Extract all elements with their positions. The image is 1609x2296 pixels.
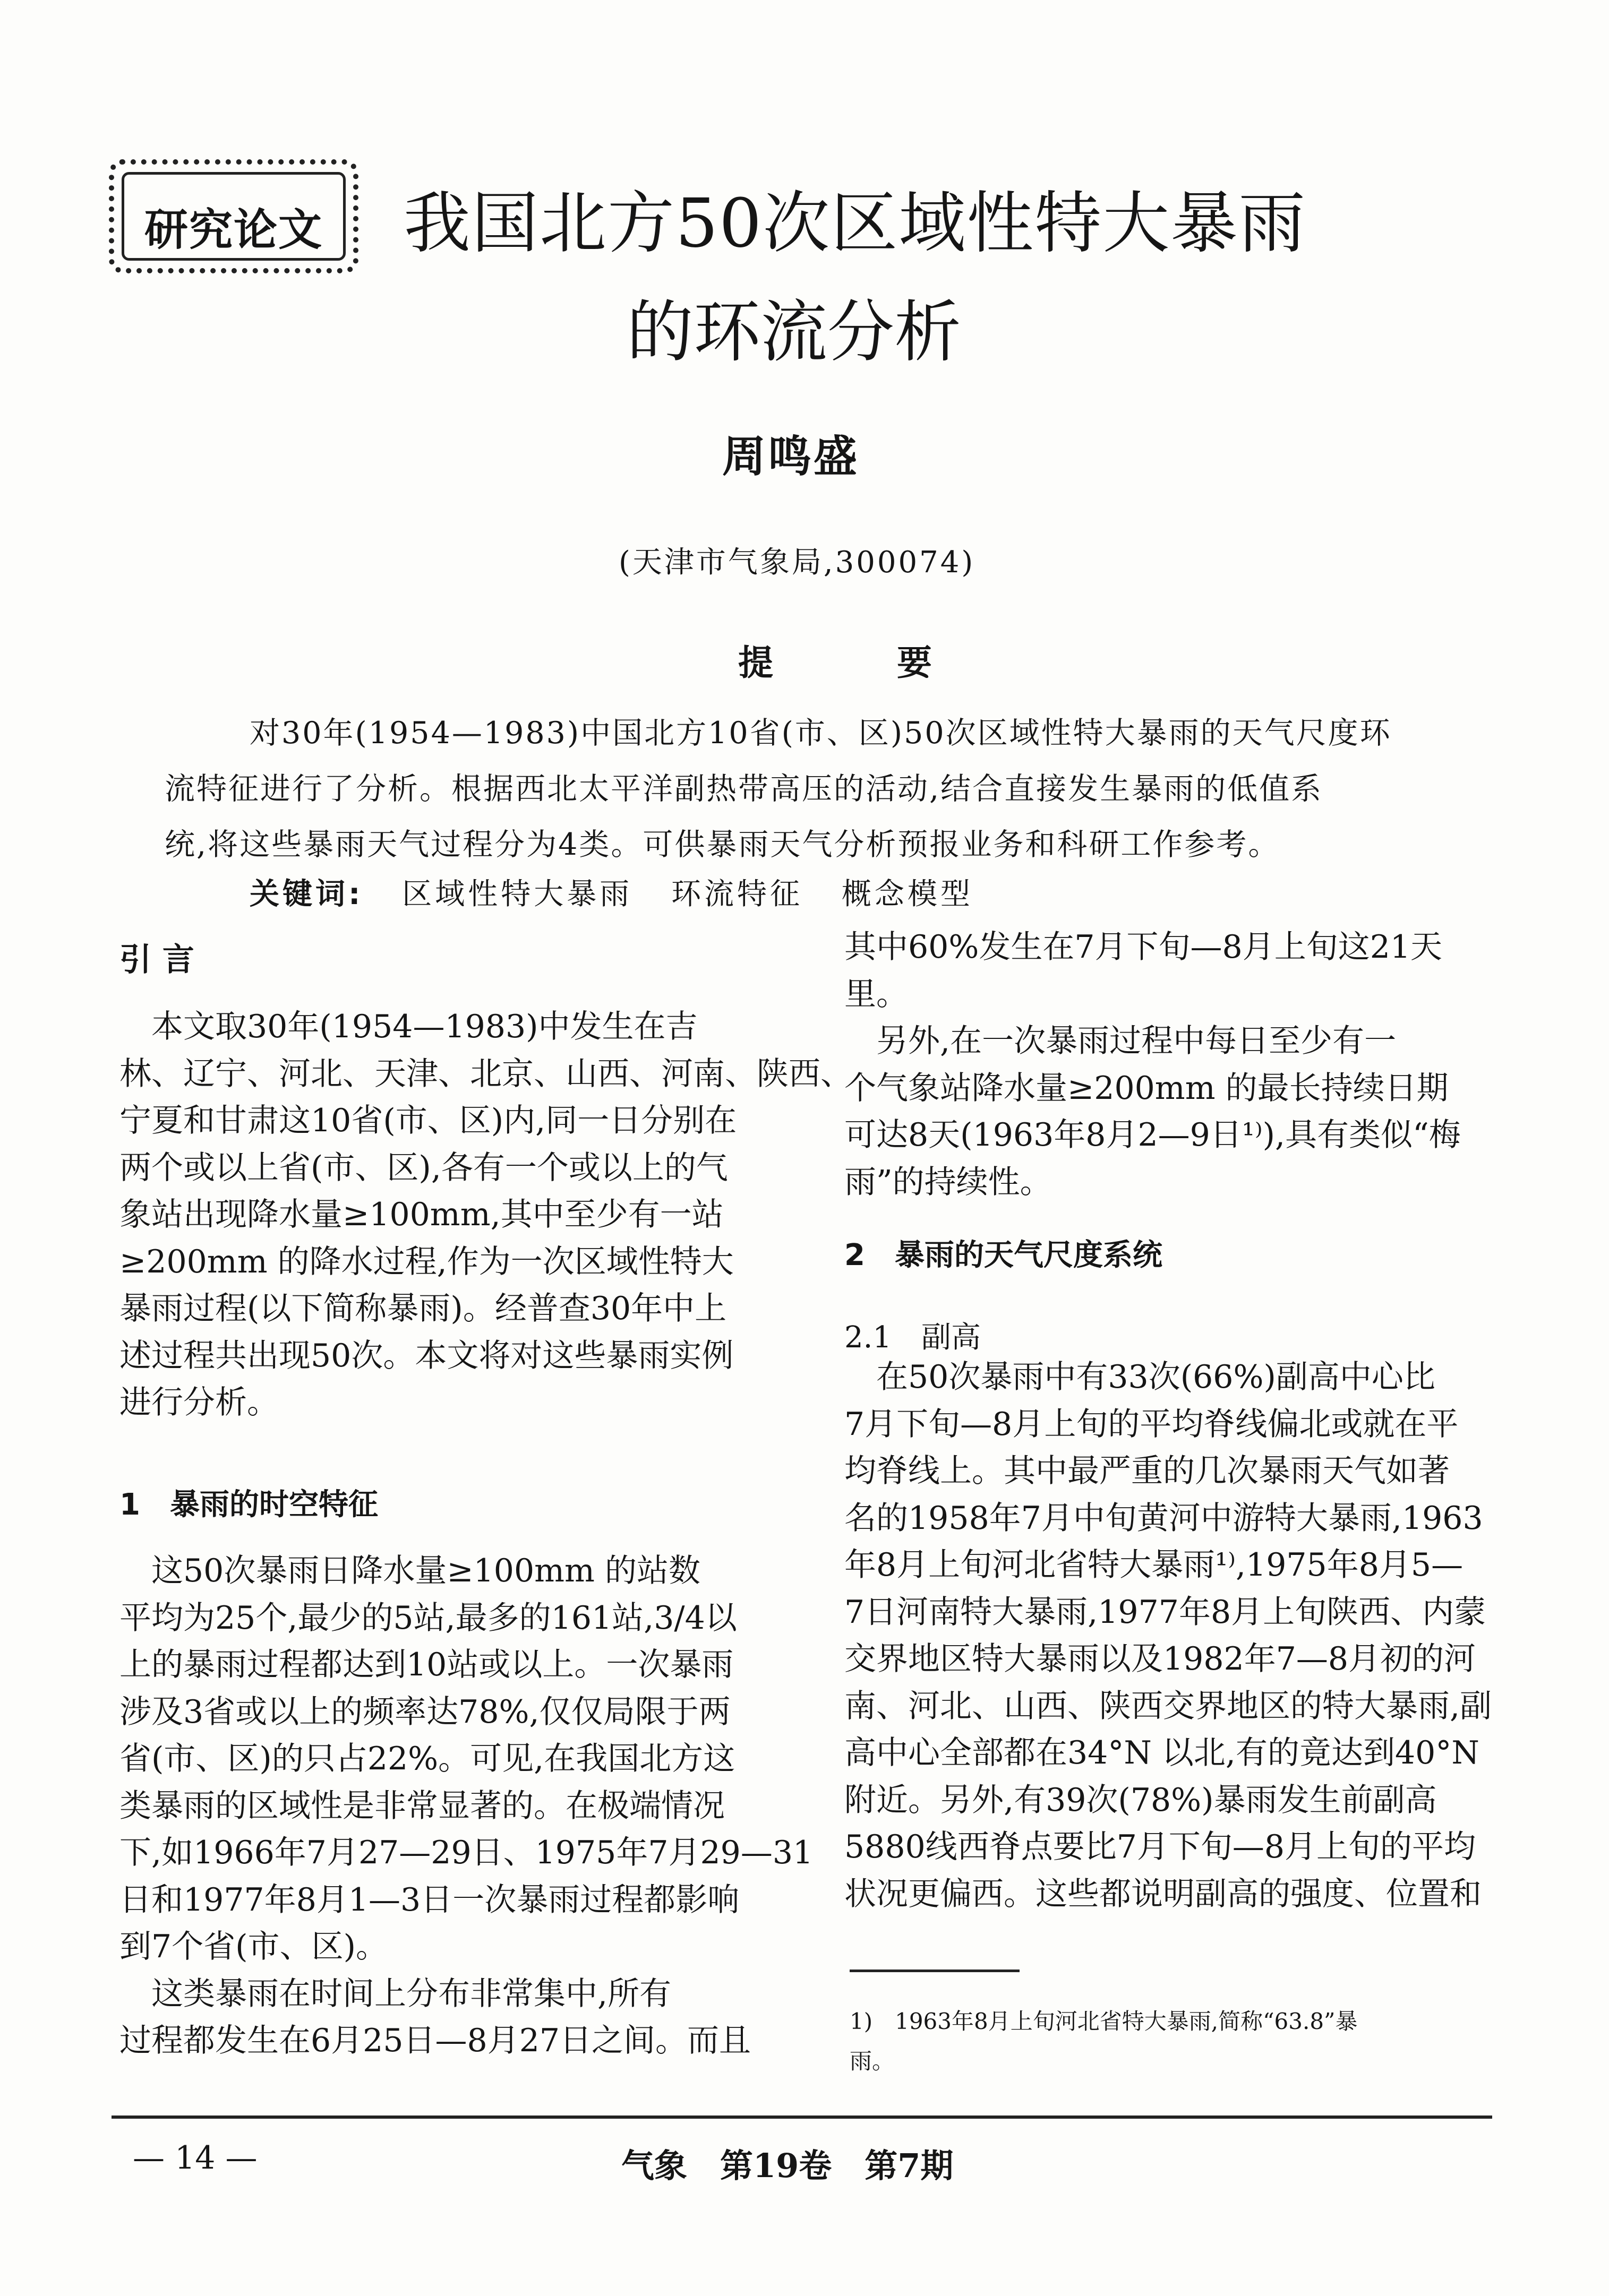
- intro-body: [119, 1003, 852, 1426]
- journal-info: 气象 第19卷 第7期: [621, 2146, 954, 2185]
- section2-heading: 2 暴雨的天气尺度系统: [844, 1238, 1162, 1272]
- text-line: 到7个省(市、区)。: [119, 1928, 388, 1965]
- text-line: 象站出现降水量≥100mm,其中至少有一站: [119, 1196, 724, 1233]
- text-line: 上的暴雨过程都达到10站或以上。一次暴雨: [119, 1646, 734, 1683]
- text-line: 南、河北、山西、陕西交界地区的特大暴雨,副: [844, 1687, 1492, 1725]
- text-line: 下,如1966年7月27—29日、1975年7月29—31: [119, 1834, 814, 1871]
- text-line: 7日河南特大暴雨,1977年8月上旬陕西、内蒙: [844, 1593, 1486, 1631]
- abstract-line: 流特征进行了分析。根据西北太平洋副热带高压的活动,结合直接发生暴雨的低值系: [165, 771, 1323, 806]
- text-line: 在50次暴雨中有33次(66%)副高中心比: [844, 1358, 1435, 1396]
- text-line: 本文取30年(1954—1983)中发生在吉: [119, 1008, 698, 1045]
- text-line: 其中60%发生在7月下旬—8月上旬这21天: [844, 928, 1443, 966]
- text-line: 交界地区特大暴雨以及1982年7—8月初的河: [844, 1640, 1476, 1678]
- text-line: 5880线西脊点要比7月下旬—8月上旬的平均: [844, 1828, 1476, 1865]
- text-line: 暴雨过程(以下简称暴雨)。经普查30年中上: [119, 1290, 727, 1327]
- paper-title-line1: 我国北方50次区域性特大暴雨: [404, 184, 1307, 262]
- keyword: 概念模型: [841, 877, 973, 911]
- section1-heading: 1 暴雨的时空特征: [119, 1487, 378, 1522]
- abstract-line: 统,将这些暴雨天气过程分为4类。可供暴雨天气分析预报业务和科研工作参考。: [165, 827, 1280, 862]
- text-line: 可达8天(1963年8月2—9日¹⁾),具有类似“梅: [844, 1116, 1461, 1154]
- page-number: — 14 —: [133, 2139, 258, 2177]
- abstract-line: 对30年(1954—1983)中国北方10省(市、区)50次区域性特大暴雨的天气尺度环: [250, 716, 1392, 751]
- text-line: 这50次暴雨日降水量≥100mm 的站数: [119, 1552, 701, 1589]
- keyword: 区域性特大暴雨: [402, 877, 633, 911]
- text-line: 类暴雨的区域性是非常显著的。在极端情况: [119, 1787, 725, 1825]
- text-line: 日和1977年8月1—3日一次暴雨过程都影响: [119, 1881, 740, 1919]
- author: 周鸣盛: [722, 431, 860, 482]
- text-line: 省(市、区)的只占22%。可见,在我国北方这: [119, 1740, 735, 1777]
- text-line: 附近。另外,有39次(78%)暴雨发生前副高: [844, 1781, 1437, 1819]
- text-line: 另外,在一次暴雨过程中每日至少有一: [844, 1022, 1397, 1060]
- section2-1-heading: 2.1 副高: [844, 1320, 981, 1355]
- text-line: 两个或以上省(市、区),各有一个或以上的气: [119, 1149, 728, 1186]
- text-line: 个气象站降水量≥200mm 的最长持续日期: [844, 1069, 1449, 1107]
- text-line: 宁夏和甘肃这10省(市、区)内,同一日分别在: [119, 1102, 737, 1139]
- text-line: 7月下旬—8月上旬的平均脊线偏北或就在平: [844, 1405, 1459, 1443]
- abstract-heading: 提 要: [738, 642, 988, 683]
- section1-body: [119, 1547, 814, 2065]
- footnote-rule: [850, 1970, 1020, 1972]
- footnote-line: 1) 1963年8月上旬河北省特大暴雨,简称“63.8”暴: [850, 2008, 1358, 2034]
- section-badge: [109, 159, 358, 273]
- footnote-line: 雨。: [850, 2048, 895, 2074]
- text-line: 述过程共出现50次。本文将对这些暴雨实例: [119, 1337, 734, 1374]
- text-line: 高中心全部都在34°N 以北,有的竟达到40°N: [844, 1734, 1479, 1772]
- badge-label: 研究论文: [144, 205, 323, 255]
- keyword: 环流特征: [671, 877, 803, 911]
- text-line: 均脊线上。其中最严重的几次暴雨天气如著: [844, 1452, 1450, 1490]
- text-line: 这类暴雨在时间上分布非常集中,所有: [119, 1975, 672, 2013]
- paper-title-line2: 的环流分析: [627, 293, 961, 371]
- intro-heading: 引 言: [119, 941, 194, 978]
- text-line: 平均为25个,最少的5站,最多的161站,3/4以: [119, 1599, 737, 1637]
- text-line: ≥200mm 的降水过程,作为一次区域性特大: [119, 1243, 734, 1280]
- footnote: [850, 2001, 1503, 2081]
- keywords-label: 关键词:: [250, 877, 364, 911]
- section2-1-body: [844, 1354, 1503, 1917]
- text-line: 年8月上旬河北省特大暴雨¹⁾,1975年8月5—: [844, 1546, 1463, 1584]
- text-line: 进行分析。: [119, 1384, 279, 1421]
- right-column-top: [844, 924, 1503, 1206]
- text-line: 名的1958年7月中旬黄河中游特大暴雨,1963: [844, 1499, 1483, 1537]
- text-line: 涉及3省或以上的频率达78%,仅仅局限于两: [119, 1693, 731, 1731]
- text-line: 里。: [844, 975, 908, 1013]
- keywords: [250, 871, 1046, 913]
- affiliation: (天津市气象局,300074): [619, 545, 975, 580]
- footer-rule: [112, 2116, 1492, 2119]
- text-line: 状况更偏西。这些都说明副高的强度、位置和: [844, 1875, 1482, 1913]
- text-line: 过程都发生在6月25日—8月27日之间。而且: [119, 2022, 751, 2059]
- text-line: 雨”的持续性。: [844, 1163, 1052, 1201]
- text-line: 林、辽宁、河北、天津、北京、山西、河南、陕西、: [119, 1055, 852, 1093]
